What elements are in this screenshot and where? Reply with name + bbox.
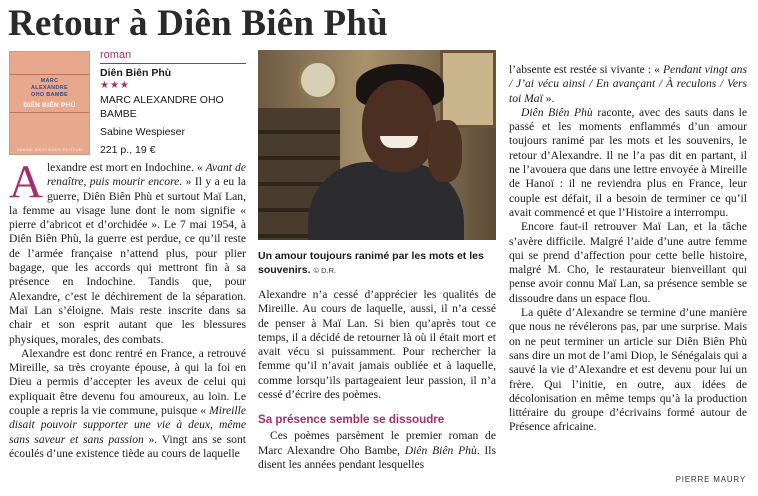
rating-stars: ★★★ <box>100 80 130 91</box>
drop-cap: A <box>9 156 43 208</box>
text-run: Ces poèmes parsèment le premier roman de Marc Alexandre Oho Bambe, <box>258 429 496 457</box>
author-photo <box>258 50 496 240</box>
book-title-italic: Diên Biên Phù <box>400 443 477 457</box>
text-run: lexandre est mort en Indochine. « <box>46 161 203 174</box>
article-column-2 <box>258 288 496 472</box>
quote: Mireille disait pouvoir supporter une vie à deux, même sans saveur et sans passion <box>9 404 246 446</box>
cover-author-line2: ALEXANDRE <box>31 85 68 91</box>
paragraph <box>258 429 496 472</box>
text-run: » Il y a eu la guerre, Diên Biên Phù et surtout Maï Lan, la femme au visage lune dont le nom signifie « pierre d’abricot et d’orchidée ». Le 7 mai 1954, à Diên Biên Phù, la guerre est perdue, ce qu’il reste de l’armée française n’attend plus, pour plier bagage, que les accords qui mettront fin à sa présence en Indochine. Tandis que, pour Alexandre, c’est le déchirement de la séparation. Maï Lan s’éloigne. Mais reste inscrite dans sa chair et son esprit autant que les blessures physiques, morales, des combats. <box>9 175 246 346</box>
photo-caption <box>258 249 496 278</box>
book-cover-image <box>9 51 90 155</box>
book-details: 221 p., 19 € <box>100 144 156 156</box>
cover-author-line1: MARC <box>40 78 59 84</box>
article-column-3 <box>509 63 747 435</box>
paragraph: Encore faut-il retrouver Maï Lan, et la tâche s’avère difficile. Malgré l’aide d’une autre femme qui se prend d’affection pour cette belle histoire, malgré M. Cho, le restaurateur bienveillant qui pense avoir connu Maï Lan, sa présence semble se dissoudre dans un espace flou. <box>509 220 747 305</box>
text-run: ». <box>542 91 555 105</box>
paragraph: La quête d’Alexandre se termine d’une manière que nous ne révélerons pas, par une surprise. Mais on ne peut terminer un article sur Diên Biên Phù sans dire un mot de l’ami Diop, le Sénégalais qui a sauvé la vie d’Alexandre et est devenu pour lui un frère. Qui l’initie, en outre, aux idées de décolonisation en même temps qu’à la production littéraire du groupe d’écrivains formé autour de Présence africaine. <box>509 306 747 434</box>
section-subheading: Sa présence semble se dissoudre <box>258 413 445 427</box>
text-run: raconte, avec des sauts dans le passé et les moments enflammés d’un amour toujours ranimé par les mots et les souvenirs, le retour d’Alexandre. Il ne l’a pas dit en partant, il ne l’avouera que dans une lettre envoyée à Mireille de Hanoï : il ne reviendra plus en France, leur couple est défait, il a besoin de terminer ce qu’il avait commencé et que l’Histoire a interrompu. <box>509 105 747 219</box>
text-run: Alexandre est donc rentré en France, a retrouvé Mireille, sa très croyante épouse, à qui la foi en Dieu a permis d’accepter les aveux de celui qui expliquait être devenu fou amoureux, au loin. Le couple a repris la vie commune, puisque « <box>9 346 246 418</box>
text-run: l’absente est restée si vivante : « <box>509 63 660 76</box>
book-title-italic: Diên Biên Phù <box>521 105 593 119</box>
photo-credit: © D.R. <box>313 266 337 275</box>
text-run: . Ils disent les années pendant lesquelles <box>258 443 497 471</box>
paragraph <box>9 347 246 461</box>
cover-author-line3: OHO BAMBE <box>31 92 68 98</box>
author-signature: PIERRE MAURY <box>675 475 746 484</box>
article-headline: Retour à Diên Biên Phù <box>8 3 388 44</box>
book-genre: roman <box>100 49 132 61</box>
cover-title: DIÊN BIÊN PHÙ <box>23 102 76 109</box>
text-run: ». Vingt ans se sont écoulés d’une existence tiède au cours de laquelle <box>9 432 246 460</box>
paragraph: Alexandre n’a cessé d’apprécier les qualités de Mireille. Au cours de laquelle, aussi, il n’a cessé de penser à Maï Lan. Si bien qu’après tout ce temps, il a décidé de retourner là où il était mort et avait vécu si puissamment. Pour rechercher la femme qu’il n’avait jamais oubliée et à laquelle, comme lorsqu’ils partageaient leur passion, il n’a cessé d’écrire des poèmes. <box>258 288 496 402</box>
book-info-box <box>100 49 246 157</box>
quote: Avant de renaître, puis mourir encore. <box>46 161 246 189</box>
paragraph <box>509 106 747 220</box>
genre-divider <box>100 63 246 64</box>
cover-publisher: SABINE WESPIESER ÉDITEUR <box>16 147 83 152</box>
book-author: MARC ALEXANDRE OHO BAMBE <box>100 94 224 120</box>
paragraph <box>509 63 747 106</box>
book-title: Diên Biên Phù <box>100 67 172 79</box>
caption-text: Un amour toujours ranimé par les mots et les souvenirs. <box>258 250 484 276</box>
quote: Pendant vingt ans / J’ai vécu ainsi / En avançant / À reculons / Vers toi Maï <box>509 63 747 105</box>
paragraph <box>9 156 246 347</box>
article-column-1 <box>9 156 246 461</box>
book-publisher: Sabine Wespieser <box>100 126 186 138</box>
